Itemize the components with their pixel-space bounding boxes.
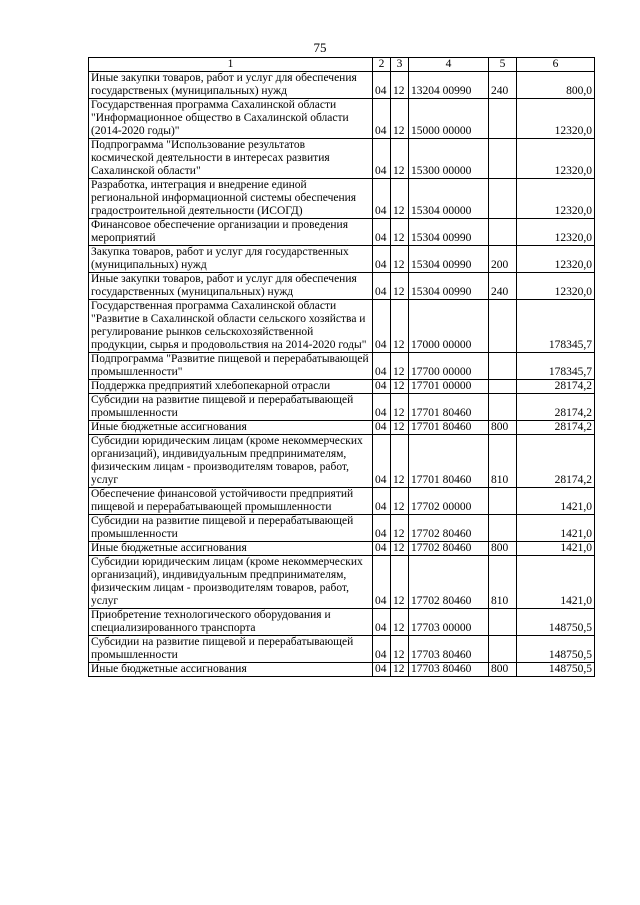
budget-table [88,57,595,677]
row-section-cell: 04 [373,380,391,394]
page-number: 75 [313,40,327,55]
row-section-cell: 04 [373,542,391,556]
row-article-cell: 15304 00990 [409,273,489,300]
row-name-cell: Разработка, интеграция и внедрение единой региональной информационной системы обеспечения градостроительной деятельности (ИСОГД) [89,179,373,219]
row-section-cell: 04 [373,421,391,435]
row-amount-cell: 1421,0 [517,556,595,609]
row-article-cell: 17000 00000 [409,300,489,353]
row-amount-cell: 12320,0 [517,273,595,300]
row-expense-type-cell [489,515,517,542]
row-amount-cell: 12320,0 [517,179,595,219]
row-name-cell: Иные бюджетные ассигнования [89,663,373,677]
row-subsection-cell: 12 [391,542,409,556]
row-subsection-cell: 12 [391,435,409,488]
table-row [89,380,595,394]
row-section-cell: 04 [373,219,391,246]
row-expense-type-cell: 800 [489,421,517,435]
row-subsection-cell: 12 [391,663,409,677]
row-article-cell: 17702 80460 [409,542,489,556]
header-col-6: 6 [517,58,595,72]
table-row [89,72,595,99]
row-expense-type-cell [489,179,517,219]
row-subsection-cell: 12 [391,636,409,663]
row-section-cell: 04 [373,99,391,139]
row-name-cell: Иные закупки товаров, работ и услуг для обеспечения государственных (муниципальных) нужд [89,273,373,300]
row-section-cell: 04 [373,609,391,636]
row-amount-cell: 1421,0 [517,515,595,542]
row-amount-cell: 148750,5 [517,609,595,636]
row-article-cell: 17702 80460 [409,515,489,542]
row-subsection-cell: 12 [391,421,409,435]
row-subsection-cell: 12 [391,556,409,609]
row-amount-cell: 28174,2 [517,421,595,435]
row-name-cell: Субсидии на развитие пищевой и перерабатывающей промышленности [89,636,373,663]
row-article-cell: 17703 80460 [409,663,489,677]
row-expense-type-cell: 810 [489,435,517,488]
row-article-cell: 17701 80460 [409,435,489,488]
row-amount-cell: 148750,5 [517,663,595,677]
row-name-cell: Иные закупки товаров, работ и услуг для обеспечения государственых (муниципальных) нужд [89,72,373,99]
row-expense-type-cell: 200 [489,246,517,273]
row-amount-cell: 178345,7 [517,300,595,353]
row-expense-type-cell [489,609,517,636]
row-amount-cell: 28174,2 [517,394,595,421]
table-row [89,515,595,542]
row-expense-type-cell [489,636,517,663]
table-row [89,99,595,139]
row-amount-cell: 12320,0 [517,139,595,179]
row-section-cell: 04 [373,139,391,179]
row-subsection-cell: 12 [391,72,409,99]
row-name-cell: Поддержка предприятий хлебопекарной отрасли [89,380,373,394]
row-section-cell: 04 [373,556,391,609]
row-expense-type-cell [489,219,517,246]
row-name-cell: Иные бюджетные ассигнования [89,421,373,435]
row-expense-type-cell: 240 [489,72,517,99]
row-subsection-cell: 12 [391,179,409,219]
row-name-cell: Подпрограмма "Развитие пищевой и перерабатывающей промышленности" [89,353,373,380]
row-article-cell: 17701 80460 [409,394,489,421]
table-row [89,421,595,435]
header-row [89,58,595,72]
row-subsection-cell: 12 [391,488,409,515]
row-article-cell: 17702 00000 [409,488,489,515]
table-row [89,435,595,488]
row-subsection-cell: 12 [391,246,409,273]
row-name-cell: Финансовое обеспечение организации и проведения мероприятий [89,219,373,246]
header-col-3: 3 [391,58,409,72]
row-name-cell: Закупка товаров, работ и услуг для государственных (муниципальных) нужд [89,246,373,273]
table-row [89,609,595,636]
row-amount-cell: 12320,0 [517,246,595,273]
row-subsection-cell: 12 [391,300,409,353]
row-article-cell: 15304 00000 [409,179,489,219]
row-section-cell: 04 [373,435,391,488]
row-name-cell: Подпрограмма "Использование результатов космической деятельности в интересах развития Сахалинской области" [89,139,373,179]
row-name-cell: Государственная программа Сахалинской области "Развитие в Сахалинской области сельского хозяйства и регулирование рынков сельскохозяйственной продукции, сырья и продовольствия на 2014-2020 годы" [89,300,373,353]
row-expense-type-cell [489,139,517,179]
row-subsection-cell: 12 [391,380,409,394]
table-row [89,139,595,179]
row-name-cell: Субсидии юридическим лицам (кроме некоммерческих организаций), индивидуальным предпринимателям, физическим лицам - производителям товаров, работ, услуг [89,435,373,488]
header-col-1: 1 [89,58,373,72]
row-subsection-cell: 12 [391,219,409,246]
row-subsection-cell: 12 [391,515,409,542]
table-row [89,556,595,609]
row-amount-cell: 178345,7 [517,353,595,380]
row-article-cell: 17701 00000 [409,380,489,394]
table-body [89,72,595,677]
row-amount-cell: 28174,2 [517,435,595,488]
row-article-cell: 17701 80460 [409,421,489,435]
table-row [89,394,595,421]
row-section-cell: 04 [373,394,391,421]
row-name-cell: Обеспечение финансовой устойчивости предприятий пищевой и перерабатывающей промышленности [89,488,373,515]
row-amount-cell: 12320,0 [517,219,595,246]
row-name-cell: Субсидии на развитие пищевой и перерабатывающей промышленности [89,394,373,421]
row-subsection-cell: 12 [391,353,409,380]
row-expense-type-cell: 800 [489,542,517,556]
row-amount-cell: 1421,0 [517,488,595,515]
row-subsection-cell: 12 [391,273,409,300]
row-name-cell: Государственная программа Сахалинской области "Информационное общество в Сахалинской области (2014-2020 годы)" [89,99,373,139]
row-name-cell: Субсидии юридическим лицам (кроме некоммерческих организаций), индивидуальным предпринимателям, физическим лицам - производителям товаров, работ, услуг [89,556,373,609]
row-amount-cell: 148750,5 [517,636,595,663]
table-row [89,300,595,353]
header-col-2: 2 [373,58,391,72]
row-section-cell: 04 [373,353,391,380]
row-subsection-cell: 12 [391,609,409,636]
row-amount-cell: 800,0 [517,72,595,99]
row-article-cell: 15304 00990 [409,246,489,273]
row-section-cell: 04 [373,273,391,300]
row-article-cell: 17703 00000 [409,609,489,636]
row-name-cell: Иные бюджетные ассигнования [89,542,373,556]
row-section-cell: 04 [373,300,391,353]
row-article-cell: 17700 00000 [409,353,489,380]
row-subsection-cell: 12 [391,394,409,421]
row-expense-type-cell [489,300,517,353]
row-expense-type-cell: 240 [489,273,517,300]
table-row [89,219,595,246]
row-article-cell: 17703 80460 [409,636,489,663]
row-expense-type-cell [489,353,517,380]
row-article-cell: 15304 00990 [409,219,489,246]
row-expense-type-cell [489,99,517,139]
row-expense-type-cell [489,488,517,515]
table-row [89,353,595,380]
row-section-cell: 04 [373,179,391,219]
row-article-cell: 17702 80460 [409,556,489,609]
row-section-cell: 04 [373,488,391,515]
row-name-cell: Приобретение технологического оборудования и специализированного транспорта [89,609,373,636]
table-row [89,179,595,219]
row-subsection-cell: 12 [391,99,409,139]
row-amount-cell: 28174,2 [517,380,595,394]
row-expense-type-cell [489,380,517,394]
row-name-cell: Субсидии на развитие пищевой и перерабатывающей промышленности [89,515,373,542]
row-expense-type-cell [489,394,517,421]
table-row [89,636,595,663]
row-amount-cell: 12320,0 [517,99,595,139]
row-article-cell: 15000 00000 [409,99,489,139]
row-amount-cell: 1421,0 [517,542,595,556]
table-row [89,488,595,515]
row-section-cell: 04 [373,636,391,663]
table-row [89,663,595,677]
row-subsection-cell: 12 [391,139,409,179]
row-section-cell: 04 [373,72,391,99]
row-article-cell: 15300 00000 [409,139,489,179]
table-row [89,246,595,273]
row-section-cell: 04 [373,663,391,677]
row-expense-type-cell: 800 [489,663,517,677]
table-row [89,542,595,556]
header-col-4: 4 [409,58,489,72]
table-row [89,273,595,300]
header-col-5: 5 [489,58,517,72]
row-section-cell: 04 [373,246,391,273]
row-expense-type-cell: 810 [489,556,517,609]
row-article-cell: 13204 00990 [409,72,489,99]
row-section-cell: 04 [373,515,391,542]
